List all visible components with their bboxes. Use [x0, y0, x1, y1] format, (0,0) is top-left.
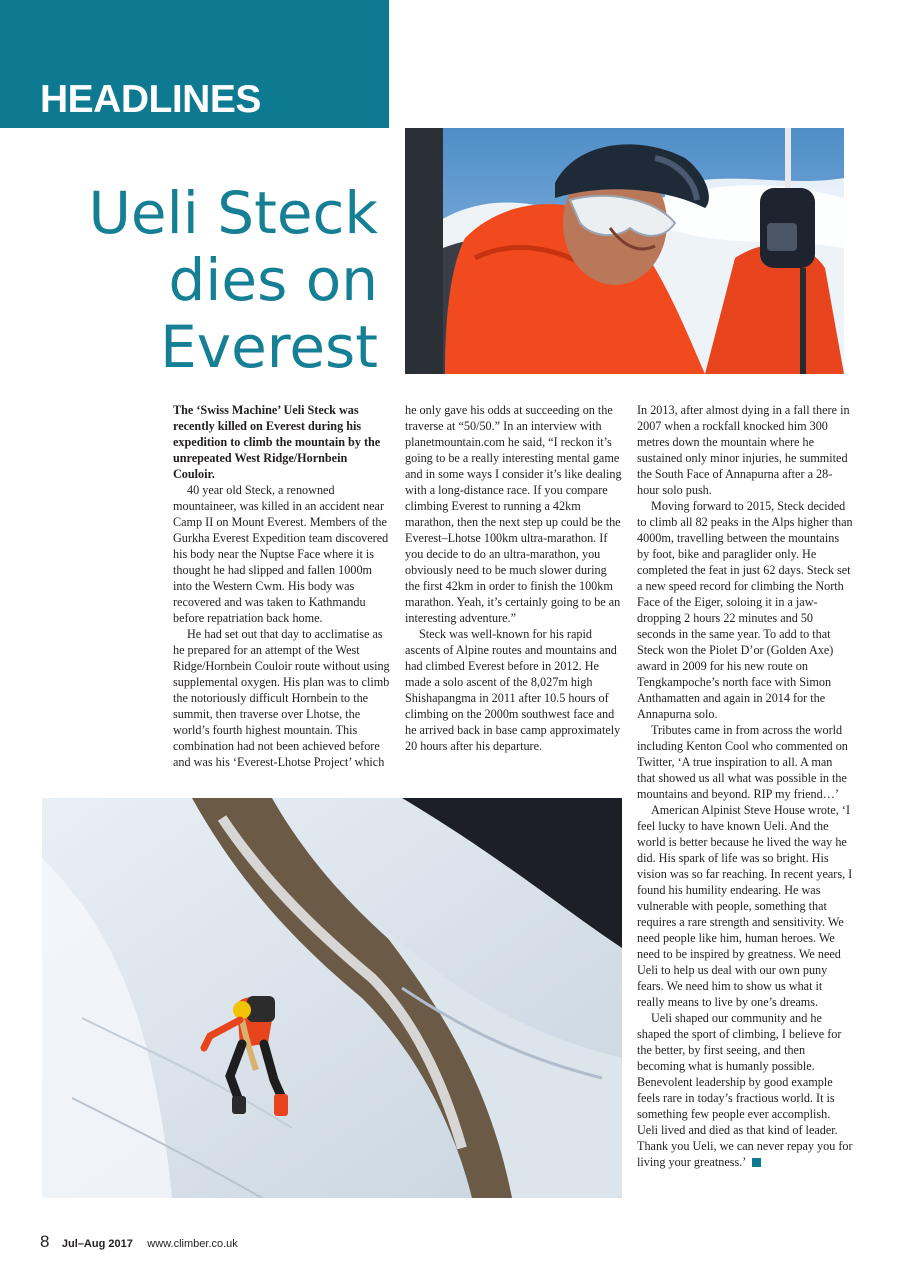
article-paragraph: he only gave his odds at succeeding on the traverse at “50/50.” In an interview with planetmountain.com he said, “I reckon it’s going to be a really interesting mental game and in some ways I consider it’s like dealing with a long-distance race. If you compare climbing Everest to running a 42km marathon, then the next step up could be the Everest–Lhotse 100km ultra-marathon. If you decide to do an ultra-marathon, you obviously need to be much slower during the first 42km in order to finish the 100km marathon. Yeah, it’s certainly going to be an interesting adventure.”	[405, 403, 622, 625]
page-number: 8	[40, 1232, 50, 1251]
website-url: www.climber.co.uk	[147, 1238, 238, 1250]
article-paragraph: Tributes came in from across the world including Kenton Cool who commented on Twitter, ‘A true inspiration to all. A man that showed us all what was possible in the mountains and beyond. RIP my friend…’	[637, 723, 848, 801]
article-paragraph: Steck was well-known for his rapid ascents of Alpine routes and mountains and had climbed Everest before in 2012. He made a solo ascent of the 8,027m high Shishapangma in 2011 after 10.5 hours of climbing on the 2000m southwest face and he arrived back in base camp approximately 20 hours after his departure.	[405, 627, 621, 753]
article-paragraph: American Alpinist Steve House wrote, ‘I feel lucky to have known Ueli. And the world is better because he lived the way he did. His spark of life was so bright. His vision was so far reaching. In recent years, I found his humility endearing. He was vulnerable with people, something that requires a rare strength and sensitivity. We need people like him, human heroes. We need to be inspired by greatness. We need Ueli to help us deal with our own puny fears. We need him to show us what it really means to live by one’s dreams.	[637, 803, 853, 1009]
end-of-article-mark	[752, 1158, 761, 1167]
article-column-1	[173, 402, 391, 770]
article-paragraph: Moving forward to 2015, Steck decided to climb all 82 peaks in the Alps higher than 4000m, travelling between the mountains by foot, bike and paraglider only. He completed the feat in just 62 days. Steck set a new speed record for climbing the North Face of the Eiger, soloing it in a jaw-dropping 2 hours 22 minutes and 50 seconds in the same year. To add to that Steck won the Piolet D’or (Golden Axe) award in 2009 for his new route on Tengkampoche’s north face with Simon Anthamatten and again in 2014 for the Annapurna solo.	[637, 499, 853, 721]
portrait-photo	[405, 128, 844, 374]
page-footer	[40, 1232, 238, 1252]
article-last-paragraph	[637, 1010, 853, 1170]
article-paragraph: 40 year old Steck, a renowned mountaineer, was killed in an accident near Camp II on Mount Everest. Members of the Gurkha Everest Expedition team discovered his body near the Nuptse Face where it is thought he had slipped and fallen 1000m into the Western Cwm. His body was recovered and was taken to Kathmandu before repatriation back home.	[173, 483, 389, 625]
climbing-photo	[42, 798, 622, 1198]
article-paragraph: In 2013, after almost dying in a fall there in 2007 when a rockfall knocked him 300 metres down the mountain where he sustained only minor injuries, he summited the South Face of Annapurna after a 28-hour solo push.	[637, 403, 850, 497]
article-column-2	[405, 402, 624, 754]
article-paragraph: He had set out that day to acclimatise as he prepared for an attempt of the West Ridge/Hornbein Couloir route without using supplemental oxygen. His plan was to climb the notoriously difficult Hornbein to the summit, then traverse over Lhotse, the world’s fourth highest mountain. This combination had not been achieved before and was his ‘Everest-Lhotse Project’ which	[173, 627, 390, 769]
headline-line-2: dies on	[168, 246, 378, 314]
article-paragraph-text: Ueli shaped our community and he shaped the sport of climbing, I believe for the better, by first seeing, and then becoming what is humanly possible. Benevolent leadership by good example feels rare in today’s fractious world. It is something few people ever accomplish. Ueli lived and died as that kind of leader. Thank you Ueli, we can never repay you for living your greatness.’	[637, 1011, 853, 1169]
section-label: HEADLINES	[40, 78, 261, 121]
headline-line-3: Everest	[160, 313, 378, 381]
article-column-3	[637, 402, 853, 1170]
issue-date: Jul–Aug 2017	[61, 1238, 133, 1250]
article-headline	[40, 180, 378, 381]
headline-line-1: Ueli Steck	[88, 179, 378, 247]
article-standfirst: The ‘Swiss Machine’ Ueli Steck was recently killed on Everest during his expedition to climb the mountain by the unrepeated West Ridge/Hornbein Couloir.	[173, 403, 381, 481]
